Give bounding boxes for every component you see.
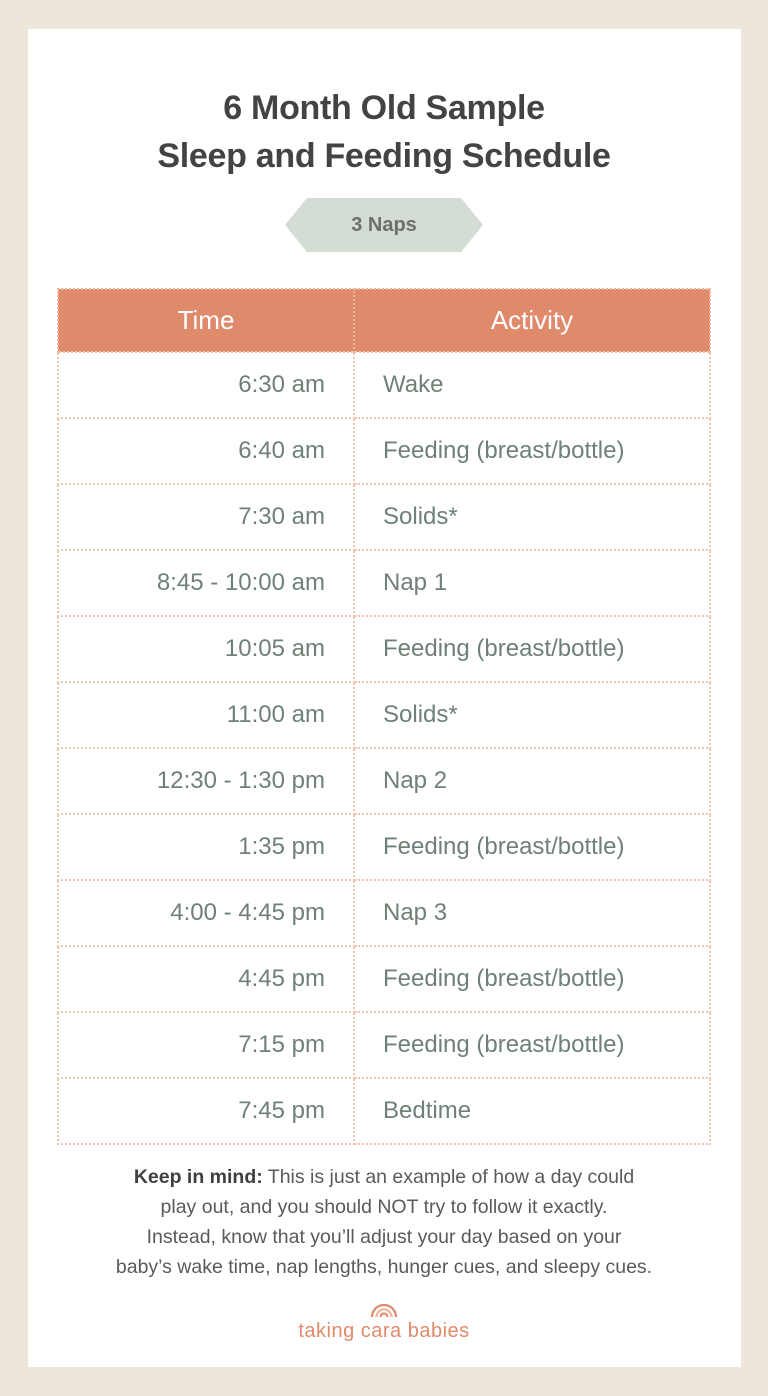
keep-in-mind-note [60, 1162, 708, 1282]
note-lead: Keep in mind: [133, 1166, 263, 1188]
naps-badge [285, 198, 483, 252]
time-cell: 11:00 am [58, 682, 354, 748]
note-line-4: baby’s wake time, nap lengths, hunger cues, and sleepy cues. [115, 1256, 653, 1278]
page-title [0, 84, 768, 180]
header-time: Time [58, 289, 354, 352]
schedule-table [57, 288, 711, 1145]
time-cell: 7:45 pm [58, 1078, 354, 1144]
time-cell: 7:15 pm [58, 1012, 354, 1078]
time-cell: 12:30 - 1:30 pm [58, 748, 354, 814]
table-row [58, 484, 710, 550]
time-cell: 8:45 - 10:00 am [58, 550, 354, 616]
table-header-row [58, 289, 710, 352]
activity-cell: Feeding (breast/bottle) [354, 616, 710, 682]
badge-label: 3 Naps [351, 214, 417, 236]
time-cell: 1:35 pm [58, 814, 354, 880]
table-row [58, 550, 710, 616]
table-row [58, 1078, 710, 1144]
table-row [58, 1012, 710, 1078]
activity-cell: Feeding (breast/bottle) [354, 418, 710, 484]
activity-cell: Nap 1 [354, 550, 710, 616]
table-row [58, 418, 710, 484]
activity-cell: Feeding (breast/bottle) [354, 1012, 710, 1078]
activity-cell: Feeding (breast/bottle) [354, 946, 710, 1012]
title-line-1: 6 Month Old Sample [223, 89, 545, 127]
time-cell: 10:05 am [58, 616, 354, 682]
table-row [58, 946, 710, 1012]
activity-cell: Feeding (breast/bottle) [354, 814, 710, 880]
time-cell: 6:30 am [58, 352, 354, 418]
table-row [58, 352, 710, 418]
activity-cell: Bedtime [354, 1078, 710, 1144]
activity-cell: Nap 2 [354, 748, 710, 814]
time-cell: 4:00 - 4:45 pm [58, 880, 354, 946]
activity-cell: Wake [354, 352, 710, 418]
table-row [58, 880, 710, 946]
activity-cell: Solids* [354, 682, 710, 748]
brand-name: taking cara babies [298, 1320, 470, 1342]
table-row [58, 682, 710, 748]
note-line-1: This is just an example of how a day could [262, 1166, 635, 1188]
time-cell: 6:40 am [58, 418, 354, 484]
activity-cell: Solids* [354, 484, 710, 550]
table-row [58, 814, 710, 880]
note-line-3: Instead, know that you’ll adjust your day based on your [146, 1226, 622, 1248]
rainbow-icon [369, 1300, 399, 1318]
note-line-2: play out, and you should NOT try to follow it exactly. [160, 1196, 608, 1218]
header-activity: Activity [354, 289, 710, 352]
table-row [58, 748, 710, 814]
activity-cell: Nap 3 [354, 880, 710, 946]
title-line-2: Sleep and Feeding Schedule [157, 137, 611, 175]
table-row [58, 616, 710, 682]
time-cell: 7:30 am [58, 484, 354, 550]
time-cell: 4:45 pm [58, 946, 354, 1012]
